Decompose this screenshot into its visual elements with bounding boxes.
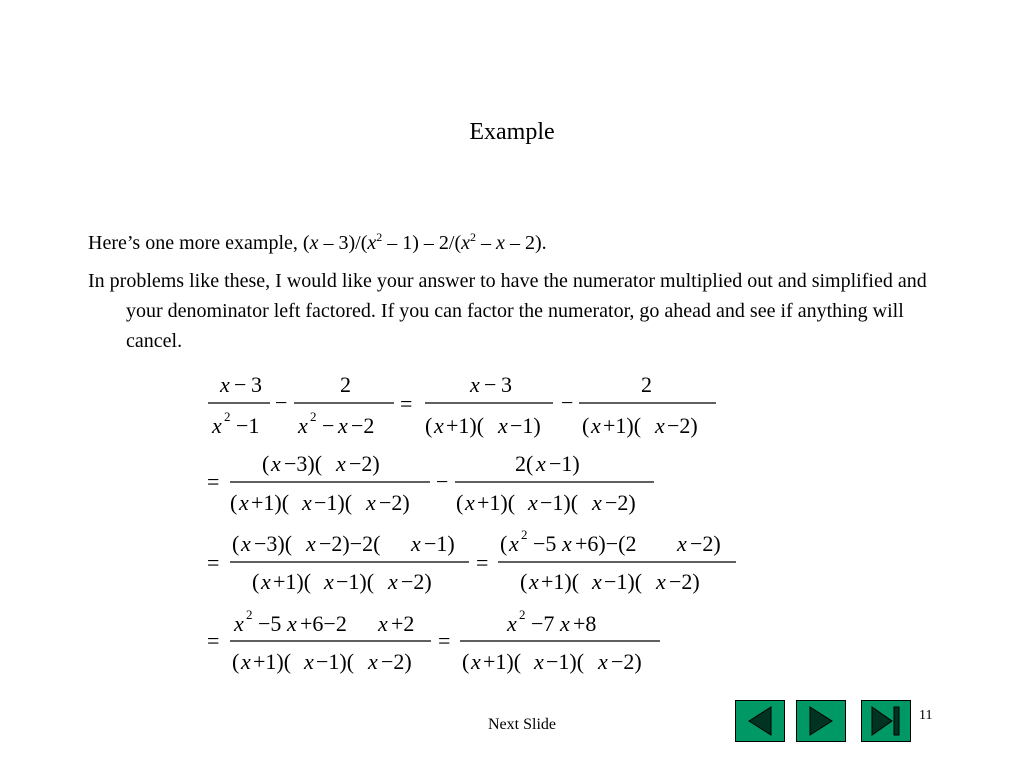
svg-text:x: x (261, 569, 271, 594)
svg-text:x: x (562, 531, 572, 556)
svg-text:=: = (207, 550, 220, 575)
svg-text:x: x (592, 490, 602, 515)
svg-text:x: x (241, 531, 251, 556)
svg-text:−1)(: −1)( (604, 569, 643, 594)
svg-text:2(: 2( (515, 451, 534, 476)
svg-text:(: ( (252, 569, 260, 594)
svg-text:+1)(: +1)( (541, 569, 580, 594)
svg-text:−7: −7 (531, 611, 555, 636)
svg-text:=: = (438, 628, 451, 653)
svg-text:−1)(: −1)( (314, 490, 353, 515)
svg-text:2: 2 (519, 607, 526, 622)
svg-text:x: x (239, 490, 249, 515)
svg-text:−1): −1) (510, 413, 541, 438)
svg-text:x: x (529, 569, 539, 594)
svg-text:x: x (338, 413, 348, 438)
svg-text:+1)(: +1)( (253, 649, 292, 674)
intro-expression: $(x - 3)/(x^2 - 1) - 2/(x^2$ – x – 2). (302, 230, 547, 254)
svg-text:x: x (560, 611, 570, 636)
svg-text:2: 2 (310, 409, 317, 424)
svg-text:−3)(: −3)( (284, 451, 323, 476)
svg-text:−1: −1 (236, 413, 260, 438)
svg-text:(: ( (230, 490, 238, 515)
svg-text:2: 2 (340, 372, 351, 397)
svg-text:x: x (212, 413, 222, 438)
svg-text:x: x (498, 413, 508, 438)
svg-text:x: x (271, 451, 281, 476)
equation-row-3 (207, 527, 736, 594)
svg-text:x: x (336, 451, 346, 476)
equation-row-1 (208, 372, 716, 438)
svg-text:x: x (234, 611, 244, 636)
svg-text:−2): −2) (611, 649, 642, 674)
svg-text:+1)(: +1)( (603, 413, 642, 438)
svg-text:3: 3 (501, 372, 512, 397)
svg-text:x: x (591, 413, 601, 438)
intro-lead: Here’s one more example, (88, 232, 303, 254)
svg-text:x: x (306, 531, 316, 556)
svg-text:−: − (275, 390, 288, 415)
svg-text:x: x (368, 649, 378, 674)
svg-text:3: 3 (251, 372, 262, 397)
svg-text:2: 2 (641, 372, 652, 397)
previous-slide-button[interactable] (735, 700, 785, 742)
svg-text:(: ( (232, 531, 240, 556)
triangle-right-icon (797, 701, 845, 741)
svg-text:(: ( (232, 649, 240, 674)
svg-text:=: = (400, 391, 413, 416)
svg-text:x: x (324, 569, 334, 594)
svg-text:x: x (656, 569, 666, 594)
svg-text:+1)(: +1)( (483, 649, 522, 674)
svg-text:x: x (411, 531, 421, 556)
svg-text:x: x (534, 649, 544, 674)
svg-text:x: x (220, 372, 230, 397)
svg-text:x: x (507, 611, 517, 636)
svg-text:−2): −2) (667, 413, 698, 438)
svg-text:x: x (509, 531, 519, 556)
svg-text:+1)(: +1)( (273, 569, 312, 594)
svg-text:2: 2 (246, 607, 253, 622)
svg-text:−2): −2) (349, 451, 380, 476)
svg-text:−1)(: −1)( (540, 490, 579, 515)
svg-text:x: x (304, 649, 314, 674)
svg-text:+1)(: +1)( (477, 490, 516, 515)
svg-text:2: 2 (521, 527, 528, 542)
svg-text:(: ( (582, 413, 590, 438)
svg-text:x: x (528, 490, 538, 515)
svg-text:x: x (298, 413, 308, 438)
svg-text:−2: −2 (351, 413, 375, 438)
svg-text:x: x (287, 611, 297, 636)
svg-text:−1): −1) (549, 451, 580, 476)
page-number: 11 (919, 708, 933, 723)
svg-text:−1)(: −1)( (316, 649, 355, 674)
svg-text:−1)(: −1)( (336, 569, 375, 594)
svg-text:=: = (476, 550, 489, 575)
svg-text:x: x (592, 569, 602, 594)
svg-text:+1)(: +1)( (446, 413, 485, 438)
instructions-text: In problems like these, I would like your answer to have the numerator multiplied out and simplified and your denominator left factored. If you can factor the numerator, go ahead and see if anything will cancel. (88, 270, 927, 352)
svg-text:x: x (598, 649, 608, 674)
svg-text:x: x (434, 413, 444, 438)
svg-text:−: − (561, 390, 574, 415)
svg-text:+6−2: +6−2 (300, 611, 347, 636)
svg-text:x: x (378, 611, 388, 636)
svg-text:x: x (302, 490, 312, 515)
svg-text:−2): −2) (605, 490, 636, 515)
next-slide-button[interactable] (796, 700, 846, 742)
skip-to-end-icon (862, 701, 910, 741)
svg-text:+8: +8 (573, 611, 597, 636)
svg-text:−5: −5 (533, 531, 557, 556)
svg-text:−: − (484, 372, 497, 397)
svg-text:x: x (471, 649, 481, 674)
next-slide-link[interactable]: Next Slide (488, 716, 556, 733)
equation-row-2 (207, 451, 654, 515)
svg-text:−: − (436, 469, 449, 494)
svg-text:x: x (536, 451, 546, 476)
svg-text:(: ( (262, 451, 270, 476)
svg-text:(: ( (425, 413, 433, 438)
svg-text:x: x (388, 569, 398, 594)
svg-text:−2): −2) (379, 490, 410, 515)
intro-line (88, 228, 948, 258)
last-slide-button[interactable] (861, 700, 911, 742)
svg-text:−: − (234, 372, 247, 397)
svg-text:x: x (677, 531, 687, 556)
svg-text:−1): −1) (424, 531, 455, 556)
svg-text:−2): −2) (669, 569, 700, 594)
svg-text:x: x (366, 490, 376, 515)
triangle-left-icon (736, 701, 784, 741)
svg-text:−: − (322, 413, 335, 438)
svg-text:+2: +2 (391, 611, 415, 636)
svg-text:x: x (470, 372, 480, 397)
svg-text:=: = (207, 469, 220, 494)
svg-text:(: ( (456, 490, 464, 515)
svg-text:−1)(: −1)( (546, 649, 585, 674)
svg-text:−5: −5 (258, 611, 282, 636)
svg-text:+1)(: +1)( (251, 490, 290, 515)
equation-row-4 (207, 607, 660, 674)
svg-text:−2): −2) (381, 649, 412, 674)
svg-text:(: ( (520, 569, 528, 594)
svg-text:−2): −2) (690, 531, 721, 556)
svg-text:(: ( (462, 649, 470, 674)
instructions-paragraph (88, 266, 948, 356)
svg-text:(: ( (500, 531, 508, 556)
svg-text:2: 2 (224, 409, 231, 424)
svg-text:−3)(: −3)( (254, 531, 293, 556)
svg-text:−2): −2) (401, 569, 432, 594)
svg-text:=: = (207, 628, 220, 653)
svg-text:+6)−(2: +6)−(2 (575, 531, 637, 556)
slide-title: Example (469, 119, 555, 145)
svg-text:−2)−2(: −2)−2( (319, 531, 381, 556)
svg-text:x: x (241, 649, 251, 674)
svg-text:x: x (465, 490, 475, 515)
svg-text:x: x (655, 413, 665, 438)
